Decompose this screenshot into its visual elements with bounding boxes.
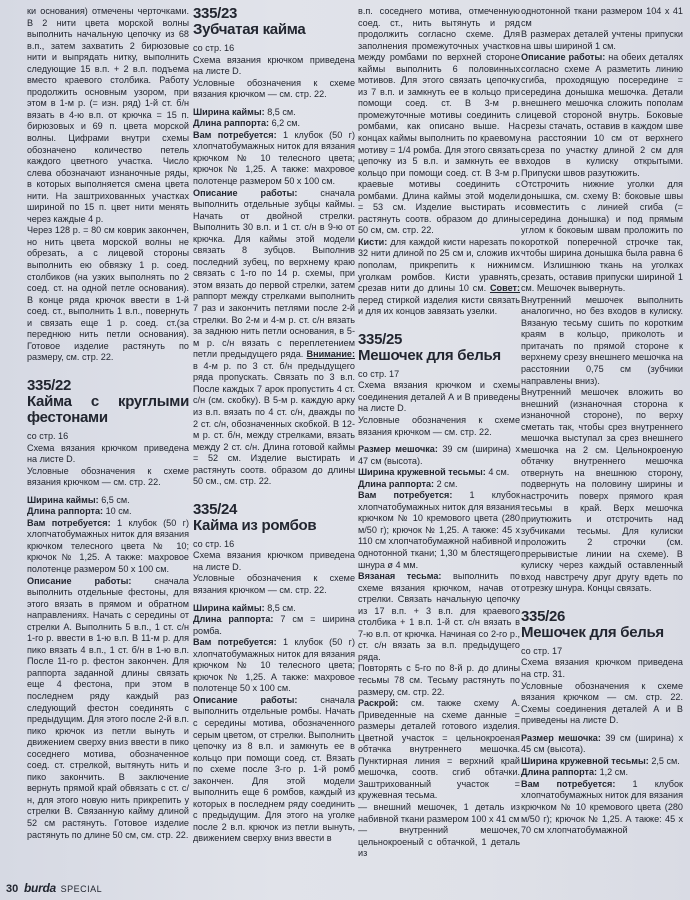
- section-335-22: [27, 378, 189, 841]
- spec-materials: Вам потребуется: 1 клубок (50 г) хлопчатобумажных ниток для вязания крючком № 10 телесного цвета; крючок № 1,25. А также: махровое полотенце размером 50 х 100 см.: [193, 129, 355, 187]
- work-description: Описание работы: сначала выполнить отдельные ромбы. Начать с середины мотива, обозначенного серым цветом, от стрелки. Выполнить цепочку из 8 в.п. и замкнуть ее в кольцо при помощи соед. ст. Вязать по схеме после 3-го р. 1-й ромб закончен. Для этой модели выполнить еще 6 ромбов, каждый из которых в последнем ряду соединить с предыдущим. Для этого на уголке после 2 в.п. крючок из петли вынуть, движением сверху вниз ввести в: [193, 694, 355, 844]
- brand-edition: SPECIAL: [60, 884, 103, 894]
- section-title: Мешочек для белья: [358, 346, 501, 364]
- section-number: 335/24: [193, 500, 238, 518]
- work-description: Описание работы: сначала выполнить отдельные зубцы каймы. Начать от двойной стрелки. Выполнить 30 в.п. и 1 ст. с/н в 9-ю от крючка. Для каймы этой модели связать 8 зубцов. Выполнив последний зубец, по верхнему краю связать с 1-го по 14 р. схемы, при этом вязать до первой стрелки, затем раппорт между стрелками выполнить 7 раз и закончить петлями после 2-й стрелки. Во 2-м и 4-м р. ст. с/н вязать за заднюю нить петли основания, в 5-м р. с/н вязать с переплетением петли предыдущего ряда. Внимание: в 4-м р. по 3 ст. б/н предыдущего ряда пропускать. Связать по 3 в.п. После каждых 7 арок пропустить 4 ст. с/н (см. скобку). В 5-м р. каждую арку из в.п. вязать по 4 ст. с/н, дважды по 2 ст. с/н, обозначенных скобкой. В 12-м р. ст. б/н, между стрелками, вязать между 2 ст. с/н. Длина готовой каймы = 52 см. Изделие выстирать и растянуть соотв. образом до длины 50 см., см. стр. 22.: [193, 187, 355, 487]
- text-column-2: [193, 6, 355, 876]
- knitted-tape-description: Вязаная тесьма: выполнить по схеме вязания крючком, начав от стрелки. Связать начальную цепочку из 17 в.п. + 3 в.п. для краевого столбика + 1 в.п. 1-й ст. с/н вязать в 7-ю в.п. от крючка. Начиная со 2-го р., ст. с/н вязать за в.п. предыдущего ряда.: [358, 571, 520, 662]
- spec-materials: Вам потребуется: 1 клубок хлопчатобумажных ниток для вязания крючком № 10 кремового цвета (280 м/50 г); крючок № 1,25. А также: 45 х 70 см хлопчатобумажной: [521, 778, 683, 836]
- section-title: Мешочек для белья: [521, 623, 664, 641]
- page-reference: со стр. 17: [521, 645, 563, 656]
- cutting-description: Раскрой: см. также схему А. Приведенные на схеме данные = размеры деталей готового изделия. Цветной участок = цельнокроеная обтачка внутреннего мешочка. Пунктирная линия = верхний край мешочка, соотв. сгиб обтачки. Заштрихованный участок = кружевная тесьма.: [358, 698, 520, 801]
- spec-size: Размер мешочка: 39 см (ширина) х 45 см (высота).: [521, 732, 683, 755]
- paragraph: Внутренний мешочек вложить во внешний (изнаночная сторона к изнаночной стороне), по верху сметать так, чтобы срез внутреннего мешочка выступал за срез внешнего мешочка на 2 см. Цельнокроеную обтачку внутреннего мешочка отвернуть на внешнюю сторону, подвернуть на половину ширины и настрочить поверх прямого края тесьмы в край. Верх мешочка приутюжить и отстрочить над зубчиками тесьмы. Для кулиски проложить 2 строчки (см. прерывистые линии на схеме). В кулиску через каждый оставленный вход навстречу друг другу вдеть по отрезку шнура. Концы связать.: [521, 387, 683, 594]
- cut-piece-outer: — внешний мешочек, 1 деталь из набивной ткани размером 100 х 41 см: [358, 802, 520, 824]
- spec-width: Ширина каймы: 8,5 см.: [193, 106, 296, 117]
- paragraph: в.п. соседнего мотива, отмеченную соед. ст., нить вытянуть и ряд продолжить согласно схеме. Для заполнения промежуточных участков между ромбами по верхней стороне каймы выполнить 6 половинных мотивов. Для этого связать цепочку из 7 в.п. и замкнуть ее в кольцо при помощи соед. ст. В 3-м р. промежуточные мотивы соединить с ромбами, как описано выше. На концах каймы выполнить по краевому мотиву = 1/4 ромба. Для этого связать цепочку из 5 в.п. и замкнуть ее в кольцо при помощи соед. ст. В 3-м р. краевые мотивы соединить с ромбами. Длина каймы этой модели = 53 см. Изделие выстирать и растянуть соотв. образом до длины 50 см, см. стр. 22.: [358, 6, 520, 236]
- section-title: Зубчатая кайма: [193, 21, 306, 38]
- spec-materials: Вам потребуется: 1 клубок (50 г) хлопчатобумажных ниток для вязания крючком № 10 телесного цвета; крючок № 1,25. А также: махровое полотенце 50 х 100 см.: [193, 637, 355, 694]
- spec-lace-width: Ширина кружевной тесьмы: 2,5 см.: [521, 755, 680, 766]
- section-335-23: [193, 6, 355, 488]
- section-title: Кайма с круглыми фестонами: [27, 392, 189, 426]
- spec-width: Ширина каймы: 6,5 см.: [27, 494, 130, 505]
- spec-materials: Вам потребуется: 1 клубок хлопчатобумажных ниток для вязания крючком № 10 кремового цвета (280 м/50 г); крючок № 1,25. А также: 45 х 110 см хлопчатобумажной набивной и однотонной ткани; 1,30 м блестящего шнура ø 4 мм.: [358, 490, 520, 570]
- symbols-note: Условные обозначения к схеме вязания крючком — см. стр. 22.: [27, 465, 189, 488]
- spec-repeat: Длина раппорта: 1,2 см.: [521, 767, 629, 778]
- section-title: Кайма из ромбов: [193, 516, 317, 534]
- tassels-note: Кисти: для каждой кисти нарезать по 32 нити длиной по 25 см и, сложив их пополам, прикрепить к нижним уголкам ромбов. Кисти уравнять, срезав нити до длины 10 см. Совет: перед стиркой изделия кисти связать и для их концов завязать узелки.: [358, 236, 520, 317]
- page-reference: со стр. 17: [358, 368, 400, 379]
- page-reference: со стр. 16: [193, 538, 235, 549]
- spec-width: Ширина каймы: 8,5 см.: [193, 602, 296, 613]
- spec-repeat: Длина раппорта: 7 см = ширина ромба.: [193, 614, 355, 636]
- scheme-note: Схема вязания крючком приведена на листе D.: [27, 442, 189, 465]
- section-number: 335/22: [27, 376, 72, 394]
- paragraph: Повторять с 5-го по 8-й р. до длины тесьмы 78 см. Тесьму растянуть по размеру, см. стр. 22.: [358, 663, 520, 697]
- paragraph: Внутренний мешочек выполнить аналогично, но без входов в кулиску. Вязаную тесьму сшить по коротким краям в кольцо, приколоть и притачать по прямой стороне к верхнему срезу внешнего мешочка на расстоянии 0,75 см (зубчики направлены вниз).: [521, 294, 683, 386]
- section-number: 335/23: [193, 6, 238, 22]
- paragraph: В размерах деталей учтены припуски на швы шириной 1 см.: [521, 29, 683, 51]
- text-column-1: [27, 6, 189, 846]
- section-number: 335/25: [358, 330, 403, 348]
- paragraph: Отстрочить нижние уголки для донышка, см. схему В: боковые швы совместить с линией сгиба (= середина донышка) и под прямым углом к боковым швам проложить по короткой поперечной строчке так, чтобы ширина донышка была равна 6 см. Излишнюю ткань на уголках срезать, оставив припуски шириной 1 см. Мешочек вывернуть.: [521, 179, 683, 294]
- page-reference: со стр. 16: [27, 430, 69, 441]
- spec-repeat: Длина раппорта: 2 см.: [358, 478, 458, 489]
- work-description: Описание работы: на обеих деталях согласно схеме А разметить линию сгиба, проходящую посередине = середина донышка мешочка. Детали внешнего мешочка сложить пополам лицевой стороной внутрь. Боковые срезы стачать, оставив в каждом шве на расстоянии 10 см от верхнего среза по участку длиной 2 см для входов в кулиску открытыми. Припуски швов разутюжить.: [521, 52, 683, 178]
- page-number: 30: [6, 883, 19, 895]
- scheme-note: Схема вязания крючком приведена на стр. 31.: [521, 657, 683, 679]
- paragraph: однотонной ткани размером 104 х 41 см: [521, 6, 683, 28]
- spec-materials: Вам потребуется: 1 клубок (50 г) хлопчатобумажных ниток для вязания крючком телесного цвета № 10; крючок № 1,25. А также: махровое полотенце размером 50 х 100 см.: [27, 517, 189, 574]
- paragraph: Через 128 р. = 80 см коврик закончен, но нить цвета морской волны не обрезать, а с лицевой стороны выполнить ею обвязку 1 р. соед. столбиков (на узких выполнять по 2 соед. ст. на одной петле основания). В конце ряда крючок ввести в 1-й соед. ст., выполнить 1 в.п., повернуть и связать еще 1 р. соед. ст.(за переднюю нить петли основания). Готовое изделие растянуть по размеру, см. стр. 22.: [27, 225, 189, 363]
- spec-repeat: Длина раппорта: 10 см.: [27, 506, 132, 517]
- section-335-24: [193, 502, 355, 845]
- symbols-note: Условные обозначения к схеме вязания крючком — см. стр. 22.: [193, 77, 355, 100]
- symbols-note: Условные обозначения к схеме вязания крючком — см. стр. 22.: [358, 414, 520, 437]
- scheme-note: Схема вязания крючком и схемы соединения деталей А и В приведены на листе D.: [358, 380, 520, 414]
- symbols-note: Условные обозначения к схеме вязания крючком — см. стр. 22. Схемы соединения деталей А и В приведены на листе D.: [521, 680, 683, 726]
- section-number: 335/26: [521, 607, 566, 625]
- scheme-note: Схема вязания крючком приведена на листе D.: [193, 54, 355, 77]
- brand-logo: burda: [24, 881, 56, 895]
- spec-lace-width: Ширина кружевной тесьмы: 4 см.: [358, 467, 510, 478]
- text-column-4: [521, 6, 683, 886]
- spec-repeat: Длина раппорта: 6,2 см.: [193, 118, 301, 129]
- symbols-note: Условные обозначения к схеме вязания крючком — см. стр. 22.: [193, 573, 355, 595]
- paragraph: ки основания) отмечены черточками. В 2 нити цвета морской волны выполнить начальную цепочку из 68 в.п., затем захватить 2 бирюзовые нити и выпрядать нитку, выполнить следующие 15 в.п. + 2 в.п. подъема вместо краевого столбика. Работу продолжить основным узором, при этом в 1-м р. (= изн. ряд) 1-й ст. б/н вязать в 4-ю в.п. от крючка = 15 п. бирюзовых и 69 п. цвета морской волны. Цифрами внутри схемы обозначено количество петель каждого цветного участка. Число слева обозначают изнаночные ряды, в которых выполняется смена цвета нити. На заштрихованных участках шириной по 15 п. цвет нити менять через каждые 4 р.: [27, 6, 189, 224]
- section-335-26: [521, 609, 683, 837]
- section-335-25: [358, 332, 520, 860]
- page-reference: со стр. 16: [193, 43, 235, 53]
- cut-piece-inner: — внутренний мешочек, цельнокроеный с обтачкой, 1 деталь из: [358, 825, 520, 859]
- work-description: Описание работы: сначала выполнить отдельные фестоны, для этого вязать в прямом и обратном направлениях. Начать с середины от стрелки А. Выполнить 5 в.п., 1 ст. с/н 1-го р. ввести в 1-ю в.п. В 11-м р. для пико вязать 4 в.п., 1 ст. б/н в 1-ю в.п. После 11-го р. фестон закончен. Для раппорта заданной длины связать еще 4 фестона, при этом в последнем ряду каждый раз следующий фестон соединять с предыдущим. Для этого после 2-й в.п. пико крючок из петли вынуть и движением сверху вниз ввести в пико соседнего мотива, обозначенное соед. ст. стрелкой, вытянуть нить и пико закончить. В заключение вернуть прямой край обвязать с ст. с/н, для этого новую нить прикрепить у стрелки В. Связанную кайму длиной 52 см растянуть. Готовое изделие растянуть по длине 50 см, см. стр. 22.: [27, 575, 189, 840]
- scheme-note: Схема вязания крючком приведена на листе D.: [193, 550, 355, 572]
- page-footer: [6, 882, 102, 896]
- spec-size: Размер мешочка: 39 см (ширина) х 47 см (высота).: [358, 444, 520, 466]
- text-column-3: [358, 6, 520, 886]
